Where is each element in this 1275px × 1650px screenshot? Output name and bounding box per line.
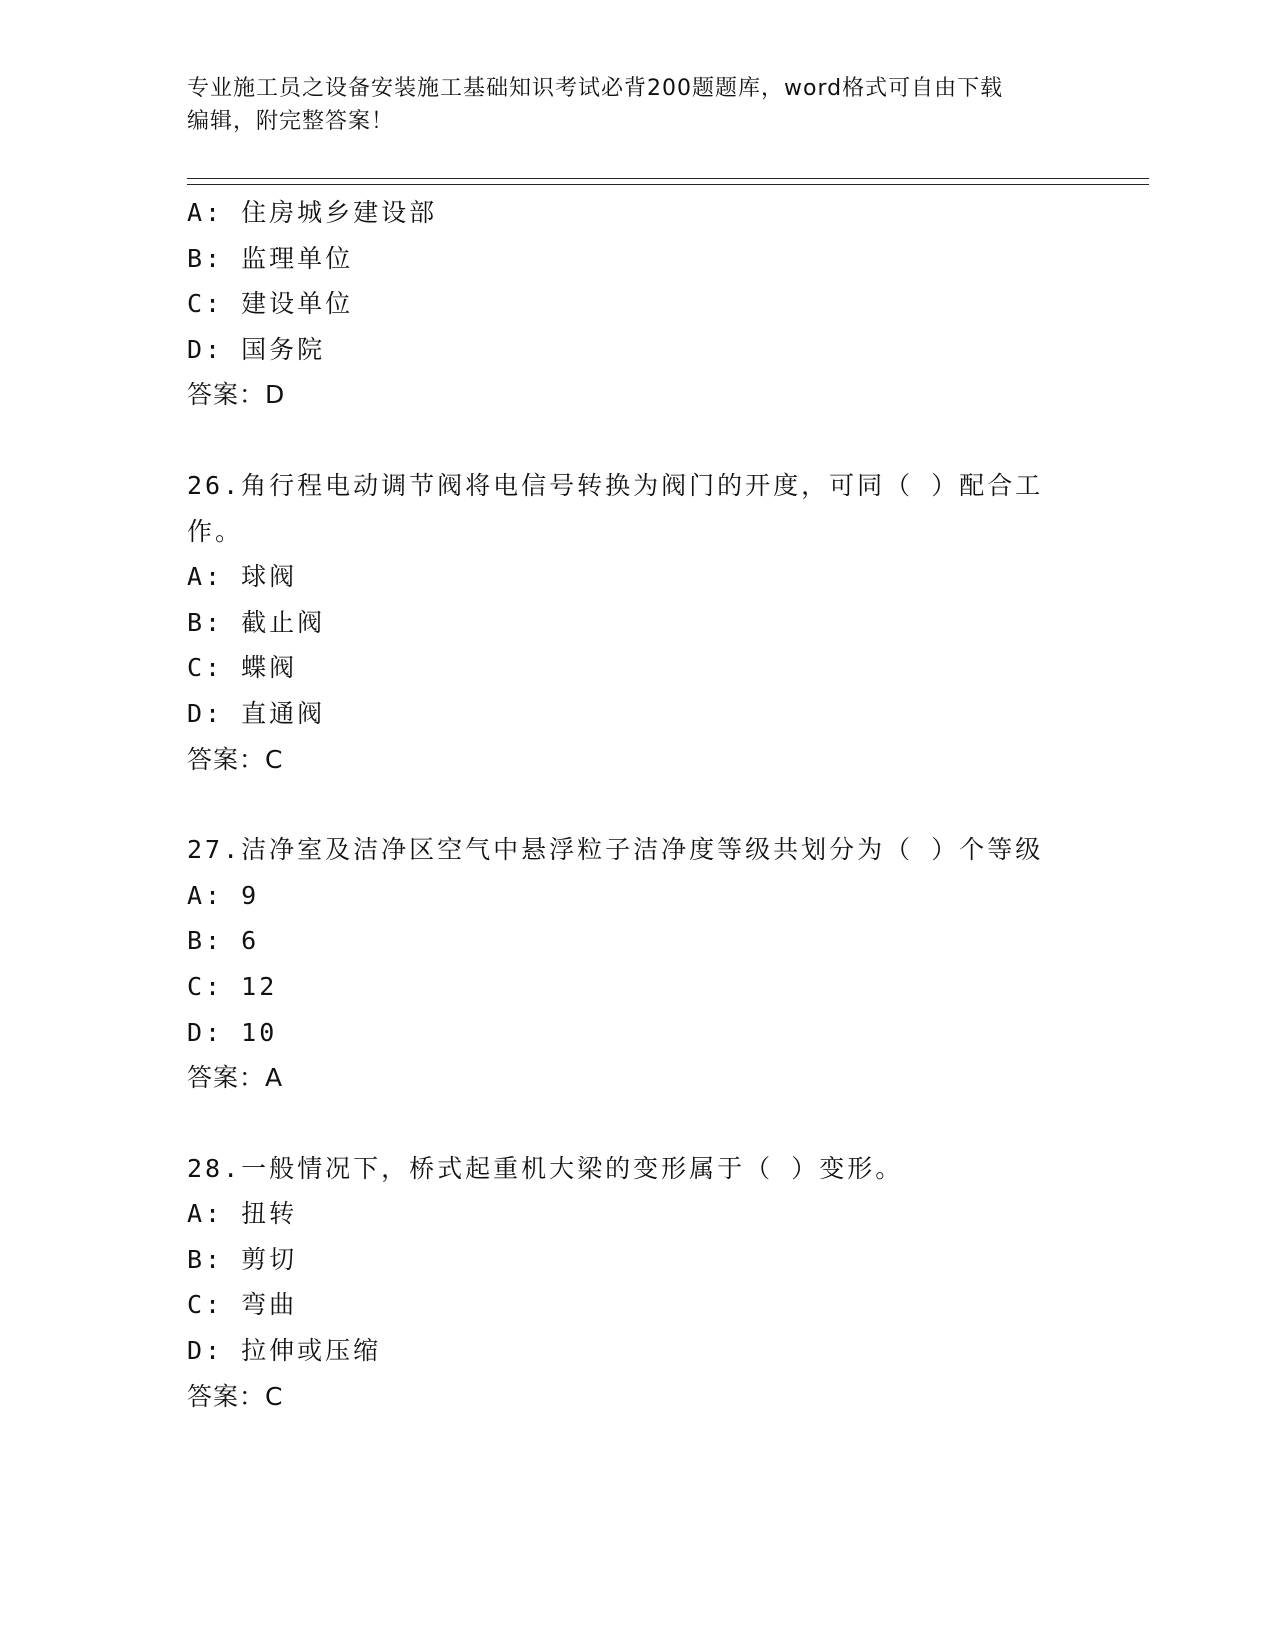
option-a: A: 9: [187, 880, 260, 910]
header-divider: [187, 178, 1149, 185]
option-c: C: 建设单位: [187, 289, 354, 319]
answer: 答案：D: [187, 380, 286, 410]
option-b: B: 截止阀: [187, 607, 326, 637]
question-list: [187, 190, 1087, 1419]
document-header: [187, 72, 1067, 138]
option-c: C: 弯曲: [187, 1290, 298, 1320]
question-27: [187, 827, 1087, 1101]
question-26: [187, 463, 1087, 782]
option-b: B: 监理单位: [187, 243, 354, 273]
option-a: A: 扭转: [187, 1199, 298, 1229]
option-b: B: 剪切: [187, 1244, 298, 1274]
option-d: D: 拉伸或压缩: [187, 1336, 382, 1366]
question-28: [187, 1146, 1087, 1420]
answer: 答案：A: [187, 1063, 284, 1093]
question-25: [187, 190, 1087, 418]
option-a: A: 住房城乡建设部: [187, 198, 438, 227]
option-b: B: 6: [187, 926, 260, 956]
header-line-1: 专业施工员之设备安装施工基础知识考试必背200题题库，word格式可自由下载: [187, 76, 1004, 101]
option-d: D: 直通阀: [187, 698, 326, 728]
option-a: A: 球阀: [187, 562, 298, 592]
answer: 答案：C: [187, 744, 284, 774]
question-stem: 28.一般情况下，桥式起重机大梁的变形属于（ ）变形。: [187, 1153, 904, 1183]
option-d: D: 国务院: [187, 334, 326, 364]
question-stem: 26.角行程电动调节阀将电信号转换为阀门的开度，可同（ ）配合工 作。: [187, 470, 1044, 546]
header-line-2: 编辑，附完整答案！: [187, 109, 395, 134]
option-c: C: 12: [187, 971, 278, 1001]
question-stem: 27.洁净室及洁净区空气中悬浮粒子洁净度等级共划分为（ ）个等级: [187, 835, 1044, 865]
option-c: C: 蝶阀: [187, 653, 298, 683]
answer: 答案：C: [187, 1381, 284, 1411]
option-d: D: 10: [187, 1017, 278, 1047]
